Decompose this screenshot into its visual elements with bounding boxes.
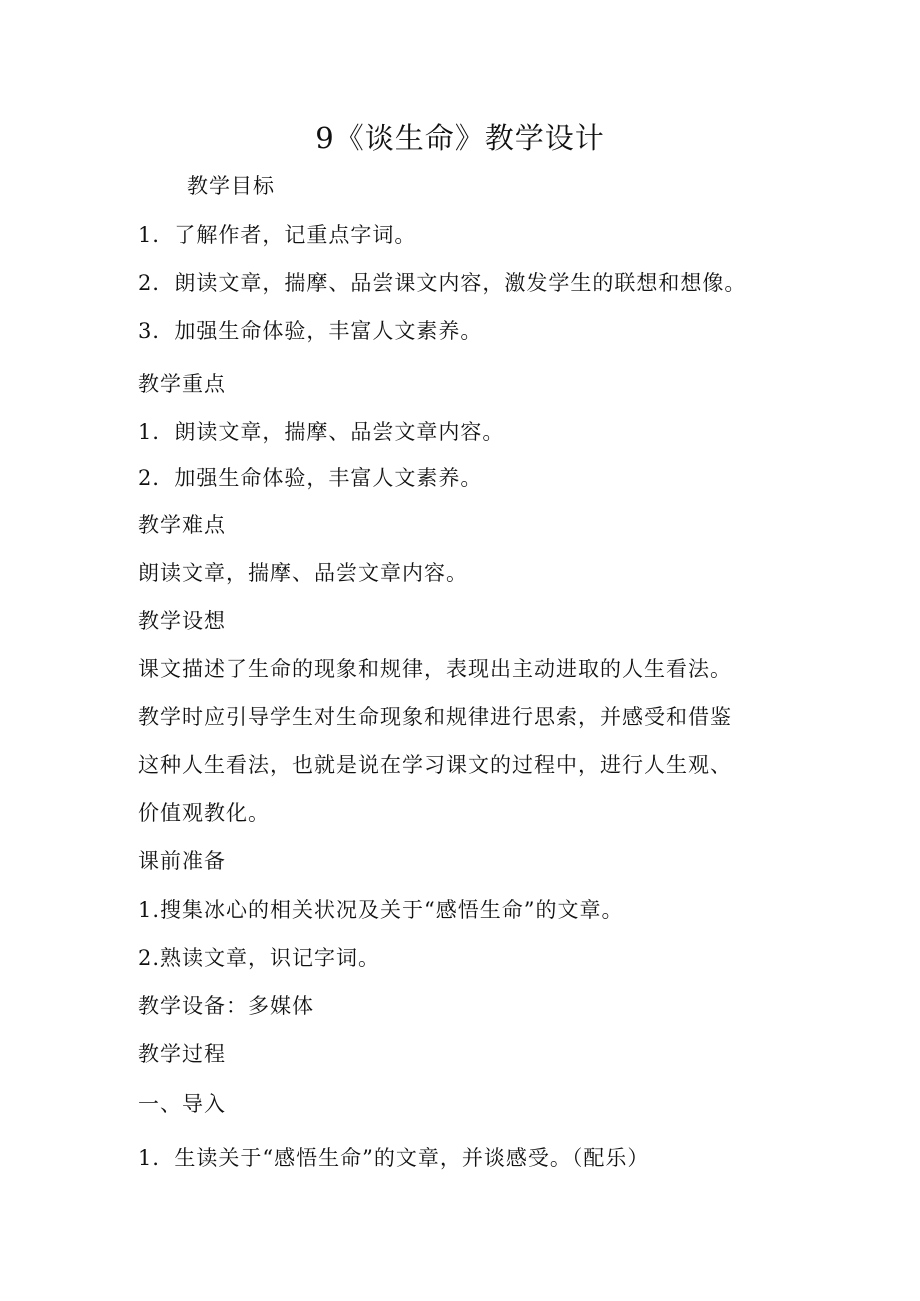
heading-teaching-concept: 教学设想 bbox=[138, 609, 226, 633]
preparation-item-2: 2.熟读文章，识记字词。 bbox=[138, 946, 381, 970]
heading-teaching-difficulty: 教学难点 bbox=[138, 513, 226, 537]
concept-paragraph-line-2: 教学时应引导学生对生命现象和规律进行思索，并感受和借鉴 bbox=[138, 705, 732, 729]
concept-paragraph-line-3: 这种人生看法，也就是说在学习课文的过程中，进行人生观、 bbox=[138, 753, 732, 777]
heading-teaching-process: 教学过程 bbox=[138, 1042, 226, 1066]
concept-paragraph-line-4: 价值观教化。 bbox=[138, 801, 270, 825]
goal-item-1: 1．了解作者，记重点字词。 bbox=[138, 223, 417, 247]
heading-teaching-focus: 教学重点 bbox=[138, 372, 226, 396]
document-title: 9《谈生命》教学设计 bbox=[315, 121, 605, 155]
process-section-introduction: 一、导入 bbox=[138, 1092, 226, 1116]
preparation-item-1: 1.搜集冰心的相关状况及关于“感悟生命”的文章。 bbox=[138, 898, 624, 922]
goal-item-2: 2．朗读文章，揣摩、品尝课文内容，激发学生的联想和想像。 bbox=[138, 271, 747, 295]
goal-item-3: 3．加强生命体验，丰富人文素养。 bbox=[138, 319, 483, 343]
focus-item-1: 1．朗读文章，揣摩、品尝文章内容。 bbox=[138, 420, 505, 444]
introduction-item-1: 1．生读关于“感悟生命”的文章，并谈感受。（配乐） bbox=[138, 1146, 650, 1170]
heading-preparation: 课前准备 bbox=[138, 849, 226, 873]
teaching-equipment: 教学设备：多媒体 bbox=[138, 994, 314, 1018]
concept-paragraph-line-1: 课文描述了生命的现象和规律，表现出主动进取的人生看法。 bbox=[138, 657, 732, 681]
heading-teaching-goals: 教学目标 bbox=[187, 174, 275, 198]
difficulty-text: 朗读文章，揣摩、品尝文章内容。 bbox=[138, 561, 468, 585]
focus-item-2: 2．加强生命体验，丰富人文素养。 bbox=[138, 466, 483, 490]
